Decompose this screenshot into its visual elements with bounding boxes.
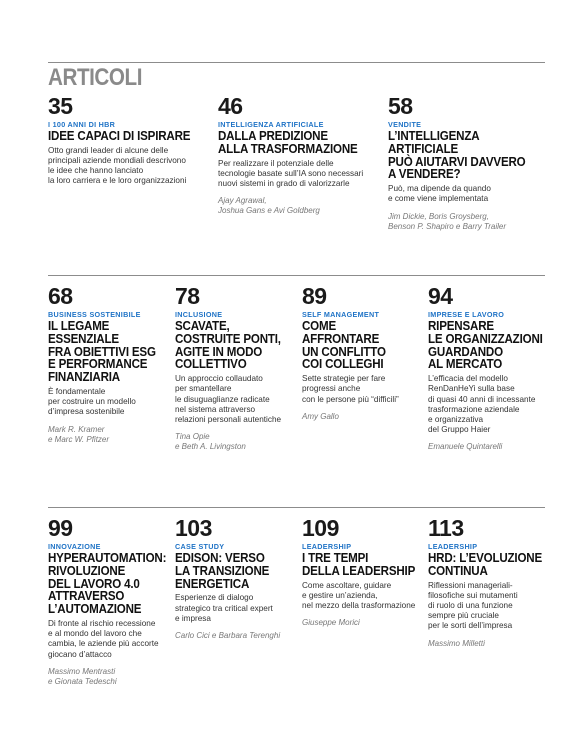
article-authors: Amy Gallo (302, 411, 339, 421)
article-category: INNOVAZIONE (48, 542, 101, 551)
article-category: CASE STUDY (175, 542, 225, 551)
article-category: VENDITE (388, 120, 422, 129)
article-46[interactable] (218, 94, 378, 216)
article-category: IMPRESE E LAVORO (428, 310, 505, 319)
article-page-number: 109 (302, 515, 339, 541)
article-category: LEADERSHIP (302, 542, 352, 551)
article-35[interactable] (48, 94, 208, 187)
article-99[interactable] (48, 516, 172, 687)
article-page-number: 89 (302, 283, 327, 309)
article-78[interactable] (175, 284, 293, 452)
article-page-number: 99 (48, 515, 73, 541)
article-description: Può, ma dipende da quando e come viene implementata (388, 184, 491, 204)
article-description: Sette strategie per fare progressi anche con le persone più “difficili” (302, 374, 399, 404)
article-title[interactable]: IL LEGAME ESSENZIALE FRA OBIETTIVI ESG E PERFORMANCE FINANZIARIA (48, 319, 156, 385)
article-description: Un approccio collaudato per smantellare le disuguaglianze radicate nel sistema attraverso relazioni personali autentiche (175, 374, 282, 424)
article-title[interactable]: IDEE CAPACI DI ISPIRARE (48, 129, 191, 143)
article-description: L’efficacia del modello RenDanHeYi sulla base di quasi 40 anni di incessante trasformazione aziendale e organizzativa del Gruppo Haier (428, 374, 536, 435)
article-page-number: 58 (388, 93, 413, 119)
article-title[interactable]: EDISON: VERSO LA TRANSIZIONE ENERGETICA (175, 551, 270, 591)
article-description: Di fronte al rischio recessione e al mondo del lavoro che cambia, le aziende più accorte giocano d’attacco (48, 618, 159, 659)
article-authors: Massimo Mentrasti e Gionata Tedeschi (48, 666, 117, 686)
article-category: INTELLIGENZA ARTIFICIALE (218, 120, 324, 129)
article-description: È fondamentale per costruire un modello d’impresa sostenibile (48, 386, 136, 417)
article-title[interactable]: L’INTELLIGENZA ARTIFICIALE PUÒ AIUTARVI DAVVERO A VENDERE? (388, 129, 526, 182)
article-category: BUSINESS SOSTENIBILE (48, 310, 141, 319)
article-authors: Giuseppe Morici (302, 618, 360, 628)
article-authors: Mark R. Kramer e Marc W. Pfitzer (48, 424, 110, 444)
article-page-number: 113 (428, 515, 464, 541)
article-authors: Jim Dickie, Boris Groysberg, Benson P. Shapiro e Barry Trailer (388, 211, 506, 231)
section-title: ARTICOLI (48, 64, 143, 91)
article-page-number: 35 (48, 93, 73, 119)
article-page-number: 68 (48, 283, 73, 309)
article-authors: Massimo Milletti (428, 638, 485, 648)
article-title[interactable]: HYPERAUTOMATION: RIVOLUZIONE DEL LAVORO 4.0 ATTRAVERSO L’AUTOMAZIONE (48, 551, 167, 617)
article-title[interactable]: COME AFFRONTARE UN CONFLITTO COI COLLEGHI (302, 319, 386, 372)
article-authors: Ajay Agrawal, Joshua Gans e Avi Goldberg (218, 196, 320, 216)
article-94[interactable] (428, 284, 558, 452)
article-title[interactable]: RIPENSARE LE ORGANIZZAZIONI GUARDANDO AL MERCATO (428, 319, 543, 372)
article-title[interactable]: HRD: L’EVOLUZIONE CONTINUA (428, 551, 543, 578)
article-title[interactable]: SCAVATE, COSTRUITE PONTI, AGITE IN MODO COLLETTIVO (175, 319, 281, 372)
article-page-number: 94 (428, 283, 453, 309)
row-divider-2 (48, 507, 545, 508)
article-description: Come ascoltare, guidare e gestire un’azienda, nel mezzo della trasformazione (302, 580, 416, 610)
article-page-number: 78 (175, 283, 200, 309)
article-authors: Tina Opie e Beth A. Livingston (175, 432, 246, 452)
article-description: Esperienze di dialogo strategico tra critical expert e impresa (175, 593, 273, 623)
article-title[interactable]: DALLA PREDIZIONE ALLA TRASFORMAZIONE (218, 129, 358, 156)
article-category: LEADERSHIP (428, 542, 478, 551)
article-authors: Emanuele Quintarelli (428, 442, 503, 452)
article-page-number: 46 (218, 93, 243, 119)
article-category: I 100 ANNI DI HBR (48, 120, 116, 129)
article-103[interactable] (175, 516, 299, 641)
article-description: Otto grandi leader di alcune delle principali aziende mondiali descrivono le idee che hanno lanciato la loro carriera e le loro organizzazioni (48, 145, 187, 186)
article-category: SELF MANAGEMENT (302, 310, 380, 319)
article-89[interactable] (302, 284, 420, 422)
top-rule (48, 62, 545, 63)
article-authors: Carlo Cici e Barbara Terenghi (175, 631, 281, 640)
article-page-number: 103 (175, 515, 212, 541)
article-68[interactable] (48, 284, 166, 445)
row-divider-1 (48, 275, 545, 276)
article-title[interactable]: I TRE TEMPI DELLA LEADERSHIP (302, 551, 416, 578)
article-113[interactable] (428, 516, 558, 649)
article-description: Riflessioni manageriali- filosofiche sui mutamenti di ruolo di una funzione sempre più cruciale per le sorti dell’impresa (428, 580, 518, 631)
article-58[interactable] (388, 94, 558, 232)
article-description: Per realizzare il potenziale delle tecnologie basate sull’IA sono necessari nuovi sistemi in grado di valorizzarle (218, 158, 364, 188)
article-category: INCLUSIONE (175, 310, 223, 319)
article-109[interactable] (302, 516, 426, 628)
